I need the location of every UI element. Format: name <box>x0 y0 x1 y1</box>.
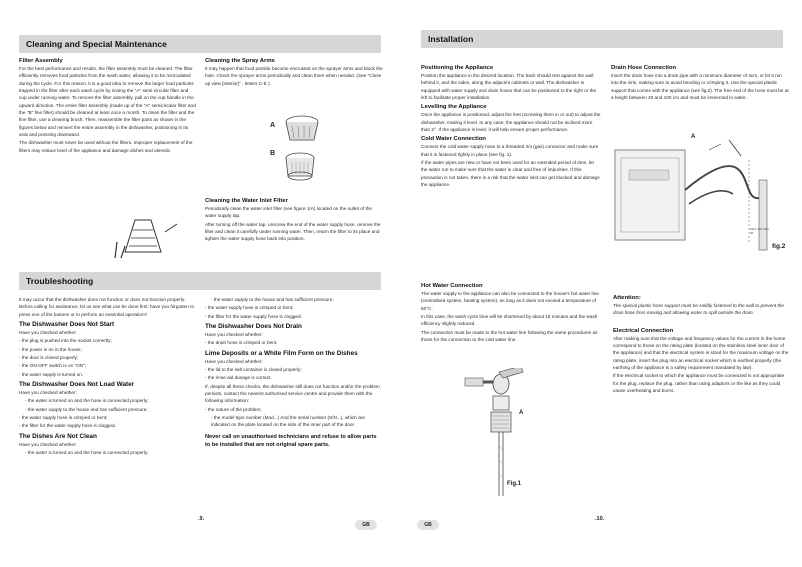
ts-heading-not-drain: The Dishwasher Does Not Drain <box>205 323 302 331</box>
ts-item: - the water supply to the house and has sufficient pressure; <box>211 297 334 302</box>
drain-hose-icon <box>609 130 789 255</box>
ts-heading-lime: Lime Deposits or a White Film Form on the Dishes <box>205 349 358 357</box>
ts-warning: Never call on unauthorised technicians and refuse to allow parts to be installed that are not original spare parts. <box>205 433 377 448</box>
section-banner-troubleshooting: Troubleshooting <box>19 272 381 290</box>
filter-assembly-section <box>19 55 197 155</box>
ts-item: - the model type number (Mod...) And the serial number (S/N...), which are indicated on the plate located on the side of the inner part of the door. <box>211 415 365 428</box>
install-col-1 <box>421 62 601 189</box>
troubleshooting-col-1 <box>19 296 197 458</box>
filter-parts-icon <box>262 108 332 188</box>
inlet-heading: Cleaning the Water Inlet Filter <box>205 198 288 204</box>
ts-item: - the lid to the salt container is closed properly; <box>205 367 302 373</box>
gb-badge-left: GB <box>355 520 377 530</box>
spray-arms-section <box>205 55 383 88</box>
levelling-body: Once the appliance is positioned, adjust the feet (screwing them in or out) to adjust the dishwasher, making it level. In any case, the appliance should not be inclined more than 2°. If the appliance is level, it will help ensure proper performance. <box>421 112 601 133</box>
attention-section <box>613 292 789 395</box>
ts-heading-not-load: The Dishwasher Does Not Load Water <box>19 381 135 389</box>
ts-item: - the water supply to the house and has sufficient pressure; <box>25 406 148 412</box>
electrical-heading: Electrical Connection <box>613 327 674 334</box>
spray-body: It may happen that food particle become encrusted on the sprayer arms and block the hole. Check the sprayer arms periodically and clean them when needed. (See "Close up view [interior]" , letters C-E ). <box>205 66 383 86</box>
levelling-heading: Levelling the Appliance <box>421 104 487 111</box>
inlet-body: Periodically clean the water inlet filter (see figure 1/A) located on the outlet of the water supply tap. <box>205 206 373 219</box>
section-banner-installation: Installation <box>421 30 783 48</box>
ts-heading-not-start: The Dishwasher Does Not Start <box>19 321 115 329</box>
fig2-label-a: A <box>691 134 696 140</box>
fig1-label: Fig.1 <box>507 481 522 487</box>
hot-water-body-2: In this case, the wash cycle time will be shortened by about 15 minutes and the wash efficiency slightly reduced. <box>421 314 598 327</box>
positioning-body: Position the appliance in the desired location. The back should rest against the wall behind it, and the sides, along the adjacent cabinets or wall. The dishwasher is equipped with water supply and drain hoses that can be positioned to the right or the left to facilitate proper installation. <box>421 73 597 101</box>
electrical-body: After making sure that the voltage and frequency values for the current in the home correspond to those on the rating plate (located on the stainless steel inner door of the appliance) and that the electrical system is sized for the maximum voltage on the rating plate, insert the plug into an electrical socket which is earthed properly (the earthing of the appliance is a safety requirement mandated by law). <box>613 335 789 371</box>
fig1-tap-illustration <box>461 368 541 498</box>
ts-item: - the filter for the water supply hose is clogged. <box>19 423 116 429</box>
ts-item: - the filter for the water supply hose is clogged. <box>205 313 302 319</box>
ts-checked-3: Have you checked whether: <box>19 441 77 447</box>
fig2-label: fig.2 <box>772 243 786 250</box>
fig2-drain-illustration <box>609 130 789 255</box>
ts-item: - the rinse aid dosage is correct. <box>205 375 272 381</box>
ts-item: If, despite all these checks, the dishwasher still does not function and/or the problem persists, contact the nearest authorised service centre and provide them with the following information: <box>205 383 380 404</box>
ts-checked-4: Have you checked whether: <box>205 332 263 338</box>
electrical-body-2: If the electrical socket to which the appliance must be connected is not appropriate for the plug, replace the plug, rather than using adaptors or the like as they could cause overheating and burns. <box>613 373 785 394</box>
positioning-heading: Positioning the Appliance <box>421 65 494 71</box>
filter-heading: Filter Assembly <box>19 58 63 64</box>
cold-water-body-2: If the water pipes are new or have not been used for an extended period of time, let the water run to make sure that the water is clear and free of impurities. If this precaution is not taken, there is a risk that the water inlet can get blocked and damage the appliance. <box>421 160 600 188</box>
filter-label-a: A <box>270 122 276 129</box>
page-number-right: .10. <box>595 516 605 522</box>
hot-water-heading: Hot Water Connection <box>421 283 483 289</box>
filter-label-b: B <box>270 150 276 157</box>
attention-heading: Attention: <box>613 295 641 301</box>
ts-item: - the ON-OFF switch is on "ON"; <box>19 363 87 369</box>
ts-intro: It may occur that the dishwasher does not function or does not function properly. Before calling for assistance, let us see what can be done first: have you forgotten to press one of the buttons or to perform an essential operation? <box>19 297 195 317</box>
drain-hose-section <box>611 62 789 102</box>
hot-water-body-3: The connection must be made to the hot water line following the same procedures as those for the connection to the cold water line. <box>421 329 598 343</box>
filter-figure <box>262 108 332 188</box>
attention-body: The special plastic hose support must be solidly fastened to the wall to prevent the drain hose from moving and allowing water to spill outside the drain. <box>613 303 784 316</box>
troubleshooting-col-2 <box>205 296 383 450</box>
section-banner-cleaning: Cleaning and Special Maintenance <box>19 35 381 53</box>
ts-checked-2: Have you checked whether: <box>19 390 77 396</box>
spray-heading: Cleaning the Spray Arms <box>205 58 275 64</box>
ts-item: - the water supply hose is crimped or bent; <box>19 415 108 421</box>
ts-item: - the water supply hose is crimped or bent; <box>205 305 294 311</box>
ts-checked-1: Have you checked whether: <box>19 330 77 336</box>
drain-heading: Drain Hose Connection <box>611 65 677 71</box>
ts-item: - the water supply is turned on. <box>19 371 84 377</box>
gb-badge-right: GB <box>417 520 439 530</box>
filter-body-2: The dishwasher must never be used without the filters. Improper replacement of the filters may reduce level of the appliance and damage dishes and utensils. <box>19 140 193 153</box>
inlet-body-2: After turning off the water tap, unscrew the end of the water supply hose, remove the filter and clean it carefully under running water. Then, return the filter to its place and tighten the water supply hose back into position. <box>205 221 381 242</box>
ts-item: - the door is closed properly; <box>19 355 79 361</box>
filter-removal-icon <box>105 212 185 260</box>
hot-water-section <box>421 280 601 344</box>
ts-heading-not-clean: The Dishes Are Not Clean <box>19 432 97 440</box>
filter-body: For the best performance and results, the filter assembly must be cleaned. The filter efficiently removes food particles from the wash water, allowing it to be recirculated during the cycle. For this reason, it is a good idea to remove the larger food particles trapped in the filter after each wash cycle by rinsing the "A" semi-circular filter and cup under running water. To remove the filter assembly, pull on the cup handle in the upward direction. The entire filter assembly (made up of the "A" semicircular filter and the "B" fine filter) should be cleaned at least once a month. To clean the filter and the fine filter, use a cleaning brush. Then, reassemble the filter parts as shown in the figures below and reinsert the entire assembly in the dishwasher, positioning in its seat and pressing downward. <box>19 66 196 138</box>
inlet-filter-section <box>205 195 383 244</box>
ts-item: - the water is turned on and the hose is connected properly; <box>25 398 149 404</box>
filter-removal-illustration <box>105 212 185 260</box>
page-number-left: .9. <box>198 516 205 522</box>
fig1-label-a: A <box>519 410 524 416</box>
ts-item: - the nature of the problem; <box>205 406 262 412</box>
ts-item: - the drain hose is crimped or bent. <box>205 340 278 346</box>
cold-water-body: Connect the cold water supply hose to a threaded 3/4 (gas) connector and make sure that it is fastened tightly in place (see fig. 1). <box>421 144 599 157</box>
water-tap-icon <box>461 368 541 498</box>
drain-body: Insert the drain hose into a drain pipe with a minimum diameter of 4cm, or let it run into the sink, making sure to avoid bending or crimping it. Use the special plastic support that comes with the appliance (see fig.2). The free end of the hose must be at a height between 40 and 100 cm and must be immersed in water. <box>611 73 789 101</box>
ts-item: - the plug is pushed into the socket correctly; <box>19 338 112 344</box>
ts-item: - the power is on in the house; <box>19 346 82 352</box>
hot-water-body: The water supply to the appliance can also be connected to the house's hot water line (centralised system, heating system), as long as it does not exceed a temperature of 60°C. <box>421 291 599 311</box>
right-page <box>401 0 802 567</box>
ts-checked-5: Have you checked whether: <box>205 358 263 364</box>
fig2-max-min: MAX 100 MIN 40 <box>750 227 769 235</box>
cold-water-heading: Cold Water Connection <box>421 136 486 143</box>
ts-item: - the water is turned on and the hose is connected properly; <box>25 450 149 456</box>
